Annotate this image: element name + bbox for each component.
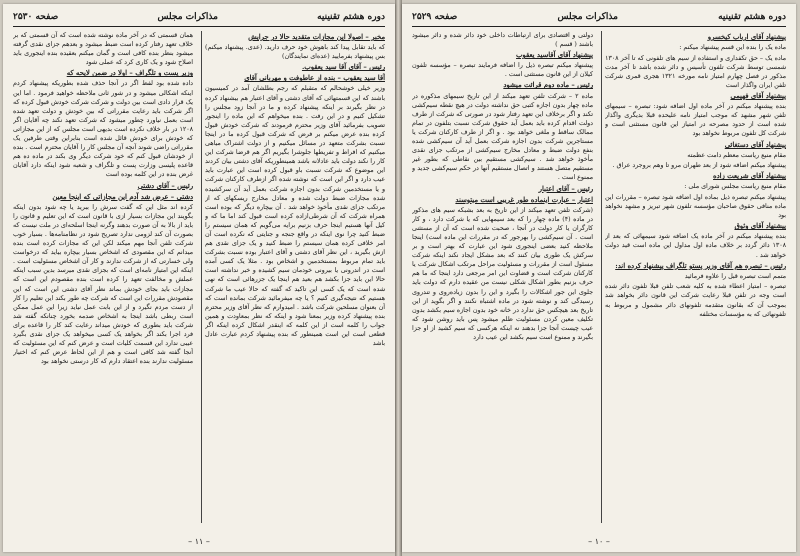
text-paragraph: که باید تقابل پیدا کند باهوش خود حرف دارید. (عدی. پیشنهاد میکنم) بس پیشنهاد بفرمایید (عده‌ای نمایندگان) xyxy=(205,44,385,61)
speaker-heading: پیشنهاد آقای شریعت زاده xyxy=(713,172,786,181)
speaker-heading: پیشنهاد آقای فهیمی xyxy=(730,92,786,101)
right-page-header xyxy=(412,10,786,24)
left-page-column-left xyxy=(13,31,193,523)
text-paragraph: ماده یک را بنده این قسم پیشنهاد میکنم : xyxy=(679,44,786,52)
text-paragraph: مقام منیع ریاست مجلس شورای ملی : xyxy=(684,183,786,191)
speaker-heading: وزیر پست و تلگراف – اولا در ضمن لایحه که xyxy=(66,69,193,78)
text-paragraph: بنده پیشنهاد میکنم در آخر ماده یک اضافه شود سیمهائی که بعد از ۱۳۰۸ دائر گردد بر خلاف ماده اول مداول این ماده است قید دولت خواهد شد . xyxy=(605,233,786,259)
text-paragraph: داده شده بود لفظ اگر در آنجا حذف شده بطوریکه پیشنهاد کردم اینکه اشکالی میشود و در شور ثانی ملاحظه خواهید فرمود . اما این یک قرار دادی است بین دولت و شرکت شرکت خودش قبول کرده که اگر شرکت باید رعایت مقرراتی که بین خودش و دولت تعهد شده است بعمل نیاورد چطور میشود که شرکت تعهد نکند چه آقایان اگر ۱۲۰۸ در بار خلاف نکرده است بدیهی است مجلس که از این مجازاتی که خودش برای خودش قائل شده است بنابراین وقتی طرفین یک مقرراتی راضی شوند آنچه آن مجلس کار را آقایان محترم است . بنده از خودشان قبول کنم که خود شرکت دیگر وی بکند در ماده ده هم قاعده پلیسی وزارت پست و تلگراف و شعبه شود اینکه دارد آقایان غرض بنده در این کلمه بوده است xyxy=(13,80,193,179)
right-page-number: صفحه ۲۵۲۹ xyxy=(412,12,458,22)
text-paragraph: ماده ۲ – شرکت تلفن تعهد میکند از این تاریخ سیمهای مذکوره در ماده چهار بدون اجازه کتبی حق نداشته دولت در هیچ نقطه سیم‌کشی تکند و اگر برخلاف این تعهد رفتار شود در صورتی که شرکت از طرف دولت اقدام کرده باید بعمل آید حقوق شرکت نسبت بتلفون در تمام ممالک ساقط و ملغی خواهد بود . و اگر از طرف کارکنان شرکت یا مستاجرین شرکت بدون اجازه شرکت بعمل آید آن سیم‌کشی شده بنفع دولت ضبط و معادل مخارج سیم‌کشی از مرتکب جزای نقدی مأخوذ خواهد شد . سیم‌کشی مستقیم بین نقاطی که بطور غیر مستقیم متصل هستند و اتصال مستقیم آنها در حکم سیم‌کشی جدید و ممنوع است . xyxy=(412,92,593,182)
right-page xyxy=(402,4,796,552)
speaker-heading: رئیس – ماده دوم قرائت میشود xyxy=(503,81,593,90)
speaker-heading: پیشنهاد آقای وثوق xyxy=(734,222,786,231)
text-paragraph: همان قسمتی که در آخر ماده نوشته شده است که آن قسمتی که بر خلاف تعهد رفتار کرده است ضبط میشود و بعدهم جزای نقدی گرفته میشود بنظر بنده کافی است و گمان میکنم بعقیده بنده اینجوری باید اصلاح شود و یک کاری کرد که عملی شود xyxy=(13,32,193,67)
speaker-heading: رئیس – آقای اعتبار xyxy=(538,184,593,193)
text-paragraph: پیشنهاد میکنم اضافه شود از بعد طهران مرو تا وهم بروجرد عراق . xyxy=(612,162,786,170)
text-paragraph: (شرکت تلفن تعهد میکند از این تاریخ به بعد بشبکه سیم های مذکور در ماده (۴) ماده چهار را که بعد سیمهایی که یا شرکت دارد ، و کار کارگران یا کار دولت در آنجا ، صحبت شده است که آن از مستثنی است . آن سیم‌کشی را بهرجور که در مقررات این ماده است) اینجا ملاحظه کنید بعضی اینجوری شود این عبارت که بهتر است و بر سرکش یک طوری بیان کنند که بعد مشکل ایجاد نکند اینکه شرکت مسئول است از مقررات و مسئولیت مراحل مرتکب اشکال شرکت یا کارکنان شرکت است و قضاوت این امر مرجعی دارد اینجا که ما هم حرف بزنیم بطور اشکال شکلی نیست من عقیده دارم که دولت باید جلوی این جور اشکالات را بگیرد و این را بدون زیاده‌روی و تند‌روی رسیدگی کند و نوشته شود در ماده اشتباه نکنند و اگر بگوید از این تاریخ بعد هیچکس حق ندارد در خانه خود بدون اجازه سیم بکشد بدون تکلیف معین کردن مسئولیت ظلم میشود پس باید روشن شود که عیب چیست آنجا جزا بدهند نه اینکه هرکسی که سیم کشید از او جزا بگیرند و ممنوع است سیم بکشد این عیب دارد xyxy=(412,206,593,341)
speaker-heading: پیشنهاد آقای ارباب کیخسرو xyxy=(707,33,786,41)
left-page-number: صفحه ۲۵۳۰ xyxy=(13,12,59,22)
right-page-session: دوره هشتم تقنینیه xyxy=(718,12,786,22)
book-spine xyxy=(395,0,402,556)
speaker-heading: دشتی – عرض شد آدم این مجازاتی که اینجا معین xyxy=(52,192,193,201)
left-header-rule xyxy=(13,26,385,27)
right-page-footer: – ۱۰ – xyxy=(588,537,610,546)
speaker-heading: مخبر – اصولا این مجازات متقدید حالا در جرایش xyxy=(248,33,385,41)
left-page-title: مذاکرات مجلس xyxy=(157,12,218,22)
text-paragraph: دولتی و اقتصادی برای ارتباطات داخلی خود دائر شده و دائر میشود باشند ( قسم ) xyxy=(412,32,593,49)
speaker-heading: پیشنهاد آقای دستغائی xyxy=(724,140,786,149)
left-page-column-right xyxy=(205,31,385,523)
speaker-heading: رئیس – تبصره هم آقای وزیر پستو تلگراف پیشنهاد کرده اند: xyxy=(615,261,786,270)
text-paragraph: مقام منیع ریاست معظم دامت عظمته xyxy=(687,151,786,159)
speaker-heading: رئیس – آقای آقا سید یعقوب. xyxy=(301,63,385,72)
left-page-header xyxy=(13,10,385,24)
text-paragraph: کرده اند مثل این که گفت سرش را ببرید یا چه شود بدون اینکه بگویند این مجازات بسیار ازی با قانون است که این تعلیم و قانون را باید از بالا به آن صورت بدهند وگرنه اینجا اسلحه‌ای در ملت نیست که بصورت آن کند لزومی ندارد تصریح شود در نظامنامه‌ها . بسیار خوب شرکت تلفن آنجا مهم میکند لکن این که مجازات کرده است بنده میدانم که این مقصودی که اشخاص بسیار بیچاره بیاید که درخواست ولی خسارتی که از شرکت ندارند و کار آن اشخاص مسئولیت است . اینکه این امتیاز نامه‌ای است که بجزای نقدی میرسد بدین سبب اینکه عملش و مخالفت تعهد را کرده است بنده مقصودم این است که مجازات باید بجای خودش بماند نظر آقای دشتی این است که این مقصودش مقررات این است که شرکت چه طور بکند این تعلیم را کار از دست مردم نگیرد و از این بابت عمل نیاید زیرا این عمل ممکن است ربطی باشد اینجا به اشخاص صدمه بخورد چنانکه گفته شد شرکت باید بطوری که خودش میداند رعایت کند کار را قاعده برای فرد اجرا بکند اگر بخواهد یک کسی میخواهد یک جزای نقدی بگیرد عیبی ندارد این قسمت کلیات است و عرض کنم که این مسئولیت که آنجا گفته شد کافی است و هم از این لحاظ عرض کنم که اختیار مسئولیت ندارند بنده اعتقاد دارم که کار درستی نخواهد بود xyxy=(13,203,193,366)
text-paragraph: ماده یک – حق تکفداری و استفاده از سیم های تلفونی که تا آخر ۱۳۰۸ شمسی توسط شرکت تلفون تأسیس و دائر شده باشد تا آخر مدت مذکور در فصل چهارم امتیاز نامه مورخه ۱۳۲۱ هجری قمری شرکت تلفن ایران واگذار است xyxy=(605,54,786,89)
right-header-rule xyxy=(412,26,786,27)
text-paragraph: بنده پیشنهاد میکنم در آخر ماده اول اضافه شود: تبصره – سیمهای تلفن شهر مشهد که موجب امتیاز نامه علیحده قبلا بدیگری واگذار شده است از حدود مصرحه در امتیاز این قانون مستثنی است و شرکت کل تلفون مربوط نخواهد بود xyxy=(605,103,786,138)
right-page-title: مذاکرات مجلس xyxy=(557,12,618,22)
text-paragraph: پیشنهاد میکنم تبصره ذیل بماده اول اضافه شود تبصره – مقررات این ماده منافی حقوق صاحبان مؤسسه تلفون شهر تبریز و مشهد نخواهد بود xyxy=(605,194,786,220)
left-page-session: دوره هشتم تقنینیه xyxy=(317,12,385,22)
speaker-heading: اعتبار – عبارت اینماده طور غریبی است میتوسند xyxy=(455,195,593,204)
text-paragraph: متمم است تبصره قبل را علاوه فرمائید xyxy=(684,272,786,280)
speaker-heading: پیشنهاد آقای آقاسید یعقوب xyxy=(516,51,593,60)
right-page-column-right xyxy=(605,31,786,523)
right-page-column-divider xyxy=(601,31,602,523)
text-paragraph: وزیر خیلی خوشحالم که متقبلم که رجم بطلشان آمد در کمیسیون باشند که این قسمتهائی که آقای دشتی و آقای اعتبار هم بیشنهاد کرده در نظر بگیرند بر اینکه پیشنهاد کرده و ما در آنجا زود مجلس را تشکیل کنیم و در این رفت . بنده میخواهم که این ماده را اینجور تصویب بفرمائید آقای وزیر محترم فرمودند که شرکت خودش قبول کرده بنده عرض میکنم بر فرض که شرکت قبول کرده ما در اینجا نسبت بشرکت متعهد در مسائل میکنیم و از دولت اشتراک میاهی میکنیم که افراط و تفریطها جلوشرا بگیریم اگر هم قرضا شرکت این کار را نکند دولت باید عادلانه باشد همینطوریکه آقای دشتی بیان کردند این موضوع که شرکت نسبت باو قبول کرده است این عبارت باید عیب دارد و اگر این است که نوشته شده اگر ازطرف کارکنان شرکت و یا مستخدمین شرکت بدون اجازه شرکت بعمل آید آن سرکشیده شده مجازات ضبط دولت شده و معادل مخارج ریسکهای که از مرتکب جزای نقدی مأخوذ خواهد شد . آن بیچاره دیگر که بوده است همراه شرکت که آن شرطی‌ازاده کرده است قبول کند اما ما که و کیل آنها هستیم اینجا حرف بزنیم برایه می‌گویم که همان سیستم را ضبط کنید چرا نوی اینکه در واقع جنجه و جنایتی که نکرده است آن امر خلافی کرده همان سیستم را ضبط کنید و یک جزای نقدی هم ازش بگیرید ، این نظر آقای دشتی و آقای اعتبار بوده نسبت بشرکت باید تمام مربوط بمستخدمین و اشخاص بود . مثلا یک کسی آمده است در اندرونی یا بیرونی خودمان سیم کشیده و خبر نداشته است حالا این باید جزا بکشد هم بعید هم اینجا یک جزرهائی است که نهی شده است که یک کسی این تاکید که گفته که حالا عیب ما شرکت هستیم که نتیجه‌گیری کنیم ؟ یا چه میفرمائید شرکت بمانده است که آن بعنوان مسلحین شرکت باشد . امیدوارم که نظر آقای وزیر محترم بنده پیشنهاد کرده وزیر بمعنا شود و اینکه که نظر بمعاودت و همین جواب را کلمه است از این کلمه که اینقدر اشکال کرده اینکه اگر قطعی است این است همینطور که بنده پیشنهاد کردم عبارت عادل باشد xyxy=(205,85,385,348)
speaker-heading: آقا سید یعقوب – بنده از عاطوفت و مهربانی آقای xyxy=(244,74,385,83)
left-page-footer: – ۱۱ – xyxy=(188,537,210,546)
text-paragraph: تبصره – امتیاز اعطاء شده به کلیه شعب تلفن قبلا تلفون دائر شده است وجه در تلفن قبلا رعایت شرکت این قانون دائر بخواهد شد بموجب آن که بقانون متقدمه تلفونهای دائر مشمول و مربوط به تلفونهائی که به مؤسسات مختلفه xyxy=(605,283,786,318)
right-page-column-left xyxy=(412,31,593,523)
text-paragraph: پیشنهاد میکنم تبصره ذیل را اضافه فرمایند تبصره – مؤسسه تلفون کیلان از این قانون مستثنی است . xyxy=(412,62,593,79)
speaker-heading: رئیس – آقای دشتی xyxy=(137,181,193,190)
left-page xyxy=(3,4,395,552)
left-page-column-divider xyxy=(201,31,202,523)
